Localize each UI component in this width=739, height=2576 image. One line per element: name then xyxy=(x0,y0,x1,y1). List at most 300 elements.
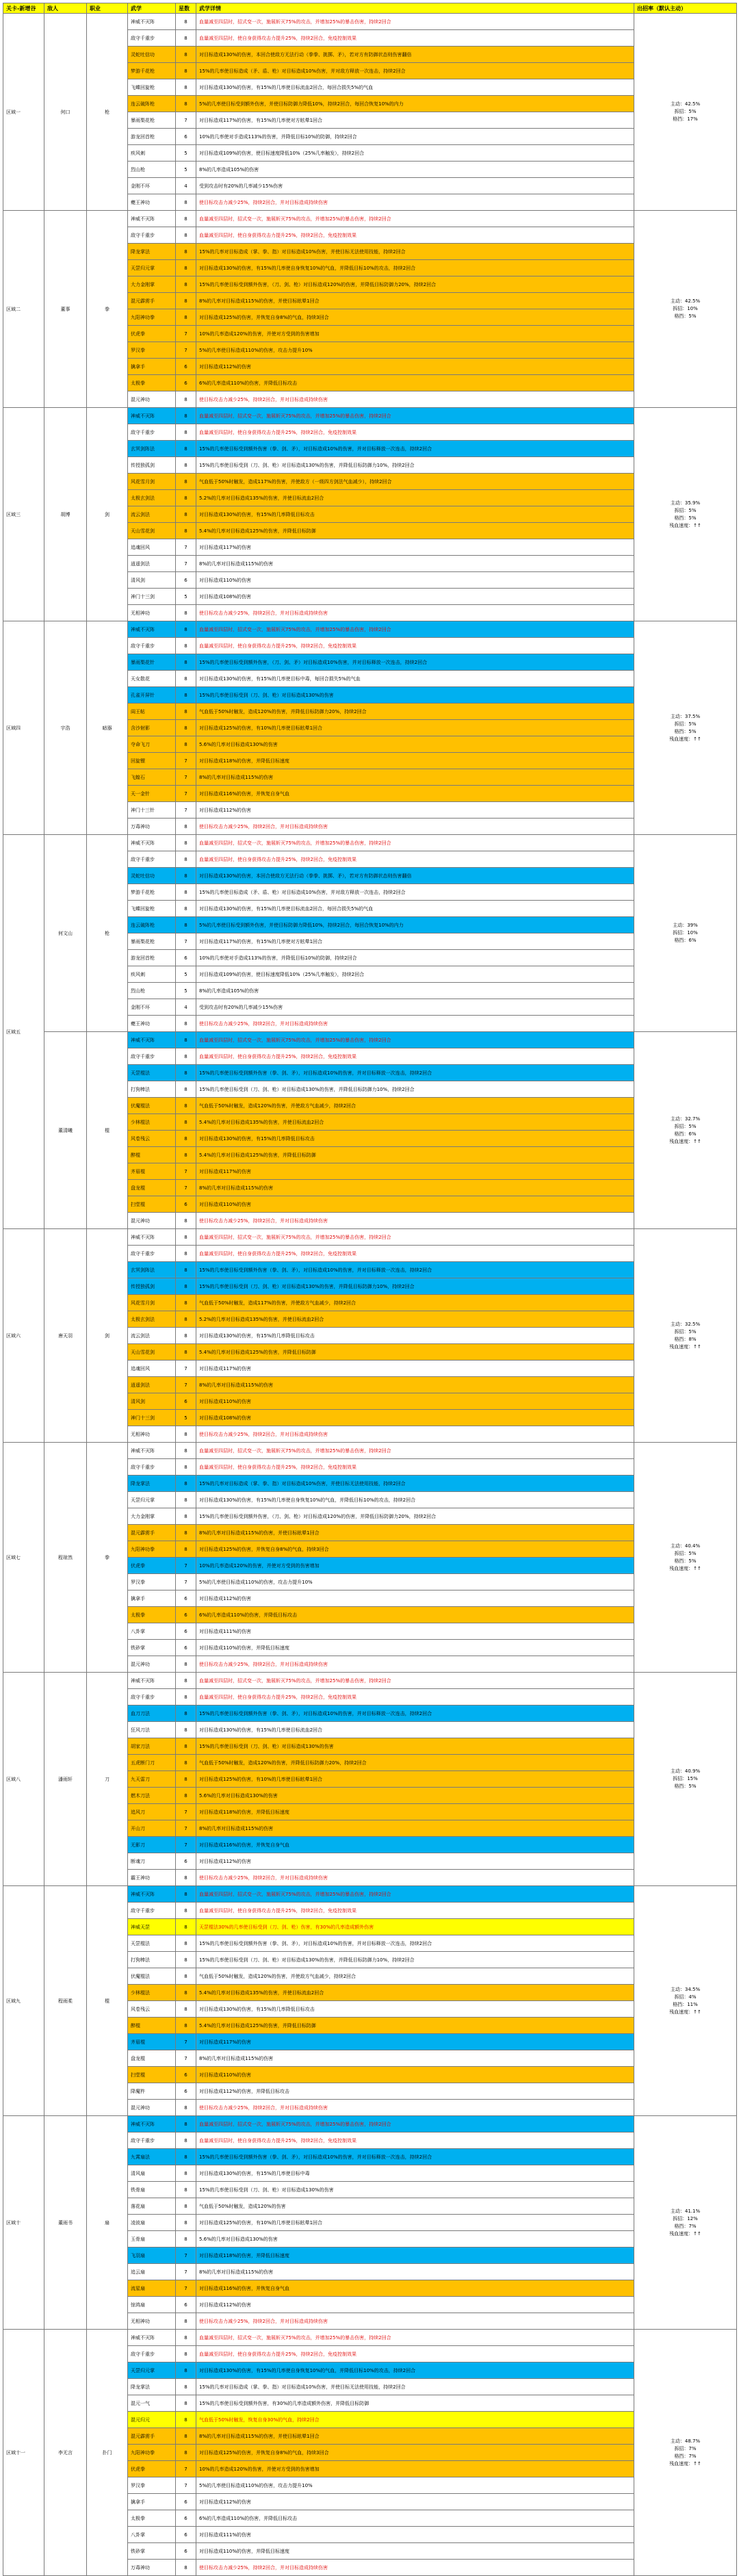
skill-detail-cell: 对目标造成118%的伤害，并降低目标速度 xyxy=(196,1804,634,1820)
stars-cell: 6 xyxy=(176,129,196,145)
stars-cell: 8 xyxy=(176,1081,196,1098)
table-row xyxy=(3,1443,737,1459)
stars-cell: 8 xyxy=(176,276,196,293)
skill-detail-cell: 对目标造成108%的伤害 xyxy=(196,589,634,605)
skill-detail-cell: 使目标攻击力减少25%，持续2回合，并对目标造成持续伤害 xyxy=(196,194,634,211)
skill-detail-cell: 15%的几率对目标造成（掌、拳、指）对目标造成10%伤害，并使目标无法使用技能，持续2回合 xyxy=(196,1476,634,1492)
skill-detail-cell: 血量减至四层时，使自身获得攻击力提升25%，持续2回合，免疫控制效果 xyxy=(196,1246,634,1262)
skill-detail-cell: 对目标造成108%的伤害 xyxy=(196,1410,634,1426)
skill-detail-cell: 对目标造成125%的伤害，有10%的几率使目标眩晕1回合 xyxy=(196,720,634,736)
header-enemy: 敌人 xyxy=(44,3,87,14)
skill-detail-cell: 8%的几率对目标造成115%的伤害 xyxy=(196,1820,634,1837)
skill-name-cell: 伏虎拳 xyxy=(128,1558,176,1574)
rate-line: 残血速度：↑↑ xyxy=(669,2460,701,2466)
skill-name-cell: 太极玄剑法 xyxy=(128,490,176,506)
skill-detail-cell: 15%的几率使目标受到（刀、剑、枪）对目标造成130%的伤害，并降低目标防御力10%，持续2回合 xyxy=(196,1952,634,1968)
stars-cell: 8 xyxy=(176,506,196,523)
stars-cell: 8 xyxy=(176,2100,196,2116)
stars-cell: 6 xyxy=(176,2543,196,2560)
stars-cell: 7 xyxy=(176,753,196,769)
rate-cell xyxy=(634,621,737,835)
stars-cell: 8 xyxy=(176,1525,196,1541)
stars-cell: 4 xyxy=(176,178,196,194)
skill-detail-cell: 对目标造成130%的伤害，本回合使敌方无法行动（拳拳、挑掷、矛），若对方有防御状态则伤害翻倍 xyxy=(196,868,634,884)
skill-name-cell: 断魂刀 xyxy=(128,1853,176,1870)
skill-name-cell: 太极拳 xyxy=(128,375,176,391)
enemy-cell: 董事 xyxy=(44,211,87,408)
stars-cell: 6 xyxy=(176,2510,196,2527)
stars-cell: 4 xyxy=(176,999,196,1016)
region-cell: 区域七 xyxy=(3,1443,44,1673)
skill-name-cell: 降龙掌法 xyxy=(128,1476,176,1492)
skill-detail-cell: 对目标造成112%的伤害 xyxy=(196,1590,634,1607)
table-row xyxy=(3,1229,737,1246)
rate-line: 主动：39% xyxy=(673,923,698,928)
skill-detail-cell: 对目标造成125%的伤害，并恢复自身8%的气血，持续3回合 xyxy=(196,2445,634,2461)
skill-detail-cell: 10%的几率使对手造成113%的伤害，并降低目标10%的防御，持续2回合 xyxy=(196,129,634,145)
stars-cell: 6 xyxy=(176,359,196,375)
skill-name-cell: 夔王神功 xyxy=(128,194,176,211)
skill-name-cell: 追云扇 xyxy=(128,2264,176,2280)
skill-name-cell: 打狗棒法 xyxy=(128,1952,176,1968)
stars-cell: 8 xyxy=(176,2379,196,2395)
skill-name-cell: 烈山枪 xyxy=(128,983,176,999)
skill-detail-cell: 受到攻击时有20%的几率减少15%伤害 xyxy=(196,999,634,1016)
skill-name-cell: 落花扇 xyxy=(128,2198,176,2215)
skill-name-cell: 连云破阵枪 xyxy=(128,96,176,112)
skill-detail-cell: 使目标攻击力减少25%，持续2回合，并对目标造成持续伤害 xyxy=(196,391,634,408)
skill-name-cell: 风花雪月剑 xyxy=(128,474,176,490)
stars-cell: 8 xyxy=(176,1508,196,1525)
skill-name-cell: 金刚不坏 xyxy=(128,178,176,194)
class-cell: 暗器 xyxy=(87,621,128,835)
skill-name-cell: 大力金刚掌 xyxy=(128,276,176,293)
skill-name-cell: 灵蛇吐信功 xyxy=(128,868,176,884)
stars-cell: 8 xyxy=(176,1048,196,1065)
skill-name-cell: 擒拿手 xyxy=(128,1590,176,1607)
stars-cell: 7 xyxy=(176,1361,196,1377)
skill-detail-cell: 血量减至四层时，使自身获得攻击力提升25%，持续2回合，免疫控制效果 xyxy=(196,2346,634,2362)
stars-cell: 8 xyxy=(176,211,196,227)
stars-cell: 7 xyxy=(176,326,196,342)
skill-detail-cell: 使目标攻击力减少25%，持续2回合，并对目标造成持续伤害 xyxy=(196,1870,634,1886)
header-stage: 关卡-新增谷 xyxy=(3,3,44,14)
skill-detail-cell: 15%的几率使目标受到额外伤害（拳、剑、矛），对目标造成10%的伤害，并对目标释放一次连击，持续2回合 xyxy=(196,2149,634,2165)
skill-name-cell: 回旋镖 xyxy=(128,753,176,769)
rate-line: 残血速度：↑↑ xyxy=(669,2230,701,2237)
skill-detail-cell: 5%的几率使目标造成110%的伤害，攻击力提升10% xyxy=(196,2477,634,2494)
stars-cell: 6 xyxy=(176,1196,196,1213)
skill-detail-cell: 8%的几率对目标造成115%的伤害，并使目标眩晕1回合 xyxy=(196,293,634,309)
stars-cell: 8 xyxy=(176,1492,196,1508)
skill-detail-cell: 5.4%的几率对目标造成125%的伤害，并降低目标防御 xyxy=(196,1344,634,1361)
skill-name-cell: 罗汉拳 xyxy=(128,1574,176,1590)
stars-cell: 8 xyxy=(176,1673,196,1689)
skill-detail-cell: 对目标造成112%的伤害 xyxy=(196,2494,634,2510)
skill-name-cell: 天山雪花剑 xyxy=(128,1344,176,1361)
skill-name-cell: 天一金针 xyxy=(128,786,176,802)
stars-cell: 8 xyxy=(176,1903,196,1919)
rate-cell xyxy=(634,1673,737,1886)
skill-detail-cell: 对目标造成125%的伤害，有10%的几率使目标眩晕1回合 xyxy=(196,1771,634,1788)
stars-cell: 7 xyxy=(176,112,196,129)
skill-name-cell: 凌波扇 xyxy=(128,2215,176,2231)
skill-detail-cell: 血量减至四层时，使自身获得攻击力提升25%，持续2回合，免疫控制效果 xyxy=(196,1048,634,1065)
stars-cell: 8 xyxy=(176,917,196,933)
skill-name-cell: 罗汉拳 xyxy=(128,2477,176,2494)
rate-line: 主动：32.5% xyxy=(670,1321,701,1327)
skill-name-cell: 神威不灭阵 xyxy=(128,1443,176,1459)
stars-cell: 8 xyxy=(176,2198,196,2215)
skill-detail-cell: 使目标攻击力减少25%，持续2回合，并对目标造成持续伤害 xyxy=(196,1213,634,1229)
stars-cell: 8 xyxy=(176,2149,196,2165)
skill-name-cell: 铁砂掌 xyxy=(128,1640,176,1656)
stars-cell: 8 xyxy=(176,621,196,638)
skill-detail-cell: 15%的几率使目标受到额外伤害（拳、剑、矛），对目标造成10%的伤害，并对目标释放一次连击，持续2回合 xyxy=(196,1262,634,1278)
skill-name-cell: 灵蛇吐信功 xyxy=(128,47,176,63)
skill-name-cell: 九阳神功拳 xyxy=(128,1541,176,1558)
skill-detail-cell: 使目标攻击力减少25%，持续2回合，并对目标造成持续伤害 xyxy=(196,2313,634,2330)
stars-cell: 7 xyxy=(176,2477,196,2494)
skill-name-cell: 阎王帖 xyxy=(128,704,176,720)
stars-cell: 7 xyxy=(176,2461,196,2477)
skill-name-cell: 神威不灭阵 xyxy=(128,1673,176,1689)
stars-cell: 8 xyxy=(176,720,196,736)
rate-line: 主动：48.7% xyxy=(670,2438,701,2444)
skill-detail-cell: 5%的几率使目标造成110%的伤害，攻击力提升10% xyxy=(196,1574,634,1590)
table-row xyxy=(3,1886,737,1903)
stars-cell: 5 xyxy=(176,966,196,983)
stars-cell: 6 xyxy=(176,1640,196,1656)
rate-line: 格挡：7% xyxy=(674,2223,697,2229)
skill-detail-cell: 8%的几率对目标造成115%的伤害 xyxy=(196,1180,634,1196)
skill-detail-cell: 对目标造成117%的伤害，有15%的几率使对方眩晕1回合 xyxy=(196,933,634,950)
skill-detail-cell: 血量减至四层时，使自身获得攻击力提升25%，持续2回合，免疫控制效果 xyxy=(196,1689,634,1705)
rate-line: 拆招：15% xyxy=(673,1776,698,1781)
table-row xyxy=(3,621,737,638)
stars-cell: 8 xyxy=(176,2231,196,2247)
skill-detail-cell: 血量减至四层时，使自身获得攻击力提升25%，持续2回合，免疫控制效果 xyxy=(196,851,634,868)
stars-cell: 8 xyxy=(176,1541,196,1558)
skill-detail-cell: 对目标造成130%的伤害，有15%的几率降低目标攻击 xyxy=(196,2001,634,2018)
skill-name-cell: 暴雨梨花枪 xyxy=(128,933,176,950)
rate-line: 主动：37.5% xyxy=(670,713,701,719)
stars-cell: 8 xyxy=(176,1065,196,1081)
enemy-cell: 程雨柔 xyxy=(44,1886,87,2116)
stars-cell: 5 xyxy=(176,983,196,999)
skill-detail-cell: 对目标造成110%的伤害，并降低目标速度 xyxy=(196,1640,634,1656)
skill-name-cell: 风卷残云 xyxy=(128,2001,176,2018)
enemy-cell: 胡博 xyxy=(44,408,87,621)
skill-name-cell: 天罡棍法 xyxy=(128,1935,176,1952)
stars-cell: 6 xyxy=(176,1623,196,1640)
skill-detail-cell: 10%的几率造成120%的伤害，并使对方受到的伤害增加 xyxy=(196,2461,634,2477)
stars-cell: 8 xyxy=(176,490,196,506)
skill-detail-cell: 气血低于50%时触发，造成117%的伤害，并使敌方气血减少，持续2回合 xyxy=(196,1295,634,1311)
skill-name-cell: 太极玄剑法 xyxy=(128,1311,176,1328)
skill-detail-cell: 对目标造成125%的伤害，并恢复自身8%的气血，持续3回合 xyxy=(196,309,634,326)
skill-detail-cell: 血量减至四层时，招式变一次，施展斩灭75%的攻击，并增加25%的暴击伤害，持续2回合 xyxy=(196,835,634,851)
skill-name-cell: 无相神功 xyxy=(128,2313,176,2330)
skill-name-cell: 降魔杵 xyxy=(128,2083,176,2100)
stars-cell: 7 xyxy=(176,1558,196,1574)
skill-detail-cell: 15%的几率使目标受到（刀、剑、枪）对目标造成130%的伤害 xyxy=(196,1738,634,1755)
enemy-cell: 何口 xyxy=(44,14,87,211)
class-cell: 剑 xyxy=(87,1229,128,1443)
rate-line: 主动：32.7% xyxy=(670,1116,701,1122)
skill-name-cell: 神威不灭阵 xyxy=(128,621,176,638)
skill-detail-cell: 8%的几率对目标造成115%的伤害，并使目标眩晕1回合 xyxy=(196,2428,634,2445)
rate-line: 格挡：5% xyxy=(674,515,697,521)
stars-cell: 8 xyxy=(176,30,196,47)
stars-cell: 8 xyxy=(176,260,196,276)
skill-name-cell: 擒拿手 xyxy=(128,359,176,375)
stars-cell: 5 xyxy=(176,162,196,178)
stars-cell: 7 xyxy=(176,802,196,819)
rate-cell xyxy=(634,211,737,408)
skill-name-cell: 夺命飞刀 xyxy=(128,736,176,753)
skill-name-cell: 少林棍法 xyxy=(128,1114,176,1131)
stars-cell: 5 xyxy=(176,589,196,605)
skill-detail-cell: 血量减至四层时，招式变一次，施展斩灭75%的攻击，并增加25%的暴击伤害，持续2回合 xyxy=(196,1673,634,1689)
stars-cell: 8 xyxy=(176,1689,196,1705)
class-cell: 剑 xyxy=(87,408,128,621)
skill-name-cell: 擒拿手 xyxy=(128,2494,176,2510)
rate-line: 格挡：5% xyxy=(674,728,697,734)
stars-cell: 8 xyxy=(176,1985,196,2001)
stars-cell: 8 xyxy=(176,1328,196,1344)
skill-name-cell: 盘龙棍 xyxy=(128,1180,176,1196)
rate-line: 拆招：4% xyxy=(674,1994,697,2000)
class-cell: 棍 xyxy=(87,1886,128,2116)
skill-detail-cell: 血量减至四层时，使自身获得攻击力提升25%，持续2回合，免疫控制效果 xyxy=(196,638,634,654)
skill-name-cell: 大力金刚掌 xyxy=(128,1508,176,1525)
enemy-cell: 唐天羽 xyxy=(44,1229,87,1443)
stars-cell: 7 xyxy=(176,2247,196,2264)
skill-detail-cell: 15%的几率使目标受到额外伤害（拳、剑、矛），对目标造成10%的伤害，并对目标释放一次连击，持续2回合 xyxy=(196,1935,634,1952)
skill-name-cell: 九阳神功拳 xyxy=(128,309,176,326)
skill-name-cell: 追魂回风 xyxy=(128,539,176,556)
skill-detail-cell: 对目标造成110%的伤害 xyxy=(196,2067,634,2083)
stars-cell: 8 xyxy=(176,1147,196,1163)
skill-detail-cell: 对目标造成118%的伤害，并降低目标速度 xyxy=(196,2247,634,2264)
stars-cell: 8 xyxy=(176,2001,196,2018)
skill-name-cell: 飞蝗石 xyxy=(128,769,176,786)
skill-name-cell: 万毒神功 xyxy=(128,2560,176,2576)
stars-cell: 8 xyxy=(176,1246,196,1262)
stars-cell: 8 xyxy=(176,605,196,621)
stars-cell: 7 xyxy=(176,933,196,950)
stars-cell: 8 xyxy=(176,1935,196,1952)
skill-detail-cell: 对目标造成130%的伤害，有15%的几率使目标流血2回合，每回合损失5%的气血 xyxy=(196,901,634,917)
rate-line: 主动：35.9% xyxy=(670,500,701,506)
skill-detail-cell: 受到攻击时有20%的几率减少15%伤害 xyxy=(196,178,634,194)
skill-name-cell: 清风剑 xyxy=(128,572,176,589)
rate-line: 拆招：5% xyxy=(674,507,697,513)
skill-detail-cell: 5%的几率使目标受到额外伤害，并使目标防御力降低10%，持续2回合，每回合恢复10%的内力 xyxy=(196,96,634,112)
skill-detail-cell: 血量减至四层时，招式变一次，施展斩灭75%的攻击，并增加25%的暴击伤害，持续2回合 xyxy=(196,1229,634,1246)
skill-name-cell: 天罡棍法 xyxy=(128,1065,176,1081)
skill-name-cell: 神威不灭阵 xyxy=(128,1886,176,1903)
stars-cell: 8 xyxy=(176,194,196,211)
skill-name-cell: 打狗棒法 xyxy=(128,1081,176,1098)
skill-name-cell: 神门十三剑 xyxy=(128,1410,176,1426)
skill-detail-cell: 血量减至四层时，使自身获得攻击力提升25%，持续2回合，免疫控制效果 xyxy=(196,30,634,47)
class-cell: 拳 xyxy=(87,1443,128,1673)
stars-cell: 8 xyxy=(176,523,196,539)
skill-detail-cell: 对目标造成130%的伤害，有15%的几率降低目标攻击 xyxy=(196,1328,634,1344)
region-cell: 区域十一 xyxy=(3,2330,44,2576)
stars-cell: 8 xyxy=(176,1443,196,1459)
skill-detail-cell: 15%的几率使目标受到（刀、剑、枪）对目标造成130%的伤害，并降低目标防御力10%，持续2回合 xyxy=(196,1081,634,1098)
stars-cell: 7 xyxy=(176,1377,196,1393)
stars-cell: 6 xyxy=(176,2494,196,2510)
skill-detail-cell: 对目标造成112%的伤害，并降低目标攻击 xyxy=(196,2083,634,2100)
stars-cell: 8 xyxy=(176,1311,196,1328)
skill-name-cell: 混元一气 xyxy=(128,2395,176,2412)
skill-name-cell: 惊鸿扇 xyxy=(128,2297,176,2313)
skill-detail-cell: 对目标造成112%的伤害 xyxy=(196,802,634,819)
skill-name-cell: 孔雀开屏针 xyxy=(128,687,176,704)
rate-cell xyxy=(634,2116,737,2330)
region-cell: 区域十 xyxy=(3,2116,44,2330)
skill-detail-cell: 使目标攻击力减少25%，持续2回合，并对目标造成持续伤害 xyxy=(196,2560,634,2576)
skill-detail-cell: 对目标造成111%的伤害 xyxy=(196,1623,634,1640)
skill-name-cell: 逍遥剑法 xyxy=(128,556,176,572)
table-row xyxy=(3,14,737,30)
skill-detail-cell: 血量减至四层时，招式变一次，施展斩灭75%的攻击，并增加25%的暴击伤害，持续2回合 xyxy=(196,1443,634,1459)
table-row xyxy=(3,835,737,851)
table-row xyxy=(3,2330,737,2346)
skill-name-cell: 神威不灭阵 xyxy=(128,14,176,30)
stars-cell: 8 xyxy=(176,1476,196,1492)
skill-name-cell: 玉骨扇 xyxy=(128,2231,176,2247)
rate-line: 主动：42.5% xyxy=(670,298,701,304)
skill-detail-cell: 血量减至四层时，招式变一次，施展斩灭75%的攻击，并增加25%的暴击伤害，持续2回合 xyxy=(196,1032,634,1048)
skill-detail-cell: 5%的几率使目标受到额外伤害，并使目标防御力降低10%，持续2回合，每回合恢复10%的内力 xyxy=(196,917,634,933)
header-detail: 武学详情 xyxy=(196,3,634,14)
skill-detail-cell: 对目标造成130%的伤害，有15%的几率使目标流血2回合，每回合损失5%的气血 xyxy=(196,79,634,96)
skill-name-cell: 逍遥剑法 xyxy=(128,1377,176,1393)
stars-cell: 6 xyxy=(176,572,196,589)
skill-name-cell: 降龙掌法 xyxy=(128,244,176,260)
rate-line: 残血速度：↑↑ xyxy=(669,2009,701,2015)
skill-detail-cell: 对目标造成130%的伤害，有15%的几率使目标中毒 xyxy=(196,2165,634,2182)
skill-name-cell: 伏魔棍法 xyxy=(128,1098,176,1114)
rate-line: 残血速度：↑↑ xyxy=(669,1138,701,1144)
skill-detail-cell: 对目标造成125%的伤害，并恢复自身8%的气血，持续3回合 xyxy=(196,1541,634,1558)
skill-detail-cell: 15%的几率使目标受到额外伤害，有30%的几率造成额外伤害，并降低目标防御 xyxy=(196,2395,634,2412)
skill-detail-cell: 6%的几率造成110%的伤害，并降低目标攻击 xyxy=(196,1607,634,1623)
stars-cell: 8 xyxy=(176,2215,196,2231)
rate-line: 主动：40.9% xyxy=(670,1768,701,1774)
skill-name-cell: 伏虎拳 xyxy=(128,2461,176,2477)
stars-cell: 8 xyxy=(176,1738,196,1755)
skill-name-cell: 流星扇 xyxy=(128,2280,176,2297)
skill-detail-cell: 5.4%的几率对目标造成125%的伤害，并降低目标防御 xyxy=(196,523,634,539)
rate-line: 拆招：7% xyxy=(674,2445,697,2451)
stars-cell: 8 xyxy=(176,1131,196,1147)
skill-detail-cell: 15%的几率使目标受到额外伤害（拳、剑、矛），对目标造成10%的伤害，并对目标释放一次连击，持续2回合 xyxy=(196,1065,634,1081)
header-row xyxy=(3,3,737,14)
skill-detail-cell: 对目标造成130%的伤害，有15%的几率使自身恢复10%的气血，并降低目标10%的攻击，持续2回合 xyxy=(196,2362,634,2379)
region-cell: 区域五 xyxy=(3,835,44,1229)
rate-line: 主动：42.5% xyxy=(670,101,701,107)
stars-cell: 7 xyxy=(176,2050,196,2067)
skill-name-cell: 扫堂棍 xyxy=(128,1196,176,1213)
enemy-cell: 潘雨轩 xyxy=(44,1673,87,1886)
skill-detail-cell: 血量减至四层时，招式变一次，施展斩灭75%的攻击，并增加25%的暴击伤害，持续2回合 xyxy=(196,408,634,424)
stars-cell: 8 xyxy=(176,884,196,901)
stars-cell: 8 xyxy=(176,2165,196,2182)
skill-name-cell: 神威不灭阵 xyxy=(128,408,176,424)
region-cell: 区域三 xyxy=(3,408,44,621)
skill-name-cell: 敌守千重步 xyxy=(128,227,176,244)
stars-cell: 6 xyxy=(176,2527,196,2543)
skill-detail-cell: 对目标造成112%的伤害 xyxy=(196,359,634,375)
skill-name-cell: 混元霹雳手 xyxy=(128,293,176,309)
stars-cell: 8 xyxy=(176,901,196,917)
stars-cell: 6 xyxy=(176,2297,196,2313)
stars-cell: 7 xyxy=(176,1180,196,1196)
skill-name-cell: 神威不灭阵 xyxy=(128,1032,176,1048)
stars-cell: 7 xyxy=(176,1837,196,1853)
skill-name-cell: 梦游千花枪 xyxy=(128,63,176,79)
skill-detail-cell: 8%的几率对目标造成115%的伤害 xyxy=(196,556,634,572)
skill-name-cell: 敌守千重步 xyxy=(128,638,176,654)
skill-detail-cell: 对目标造成117%的伤害 xyxy=(196,2034,634,2050)
skill-name-cell: 无相神功 xyxy=(128,605,176,621)
stars-cell: 8 xyxy=(176,1295,196,1311)
stars-cell: 8 xyxy=(176,2428,196,2445)
skill-name-cell: 神门十三针 xyxy=(128,802,176,819)
skill-name-cell: 神威不灭阵 xyxy=(128,835,176,851)
skill-name-cell: 神威不灭阵 xyxy=(128,2116,176,2133)
skill-name-cell: 玄冥剑阵法 xyxy=(128,441,176,457)
skill-name-cell: 铁砂掌 xyxy=(128,2543,176,2560)
enemy-cell: 李无言 xyxy=(44,2330,87,2576)
skill-detail-cell: 血量减至四层时，招式变一次，施展斩灭75%的攻击，并增加25%的暴击伤害，持续2回合 xyxy=(196,14,634,30)
enemy-cell: 董清曦 xyxy=(44,1032,87,1229)
class-cell: 棍 xyxy=(87,1032,128,1229)
skill-name-cell: 敌守千重步 xyxy=(128,1903,176,1919)
skill-detail-cell: 10%的几率使对手造成113%的伤害，并降低目标10%的防御，持续2回合 xyxy=(196,950,634,966)
stars-cell: 8 xyxy=(176,2395,196,2412)
skill-name-cell: 无影刀 xyxy=(128,1837,176,1853)
skill-detail-cell: 15%的几率使目标受到额外伤害，（刀、剑、枪）对目标造成120%的伤害，并降低目标防御力20%，持续2回合 xyxy=(196,1508,634,1525)
skill-detail-cell: 使目标攻击力减少25%，持续2回合，并对目标造成持续伤害 xyxy=(196,1016,634,1032)
region-cell: 区域九 xyxy=(3,1886,44,2116)
skill-name-cell: 太极拳 xyxy=(128,2510,176,2527)
skill-detail-cell: 对目标造成111%的伤害 xyxy=(196,2527,634,2543)
skill-name-cell: 敌守千重步 xyxy=(128,2346,176,2362)
skill-name-cell: 传授独孤剑 xyxy=(128,1278,176,1295)
skill-detail-cell: 15%的几率使目标受到额外伤害（拳、剑、矛），对目标造成10%的伤害，并对目标释放一次连击，持续2回合 xyxy=(196,1705,634,1722)
skill-table xyxy=(3,3,737,2576)
skill-detail-cell: 气血低于50%时触发，造成120%的伤害，并使敌方气血减少，持续2回合 xyxy=(196,1098,634,1114)
table-row xyxy=(3,1032,737,1048)
rate-cell xyxy=(634,2330,737,2576)
skill-detail-cell: 15%的几率使目标受到（刀、剑、枪）对目标造成130%的伤害 xyxy=(196,2182,634,2198)
skill-name-cell: 飞羽扇 xyxy=(128,2247,176,2264)
rate-line: 拆招：10% xyxy=(673,306,698,311)
skill-name-cell: 天罡归元掌 xyxy=(128,260,176,276)
stars-cell: 8 xyxy=(176,868,196,884)
skill-name-cell: 烈山枪 xyxy=(128,162,176,178)
skill-name-cell: 含沙射影 xyxy=(128,720,176,736)
stars-cell: 5 xyxy=(176,145,196,162)
rate-line: 格挡：6% xyxy=(674,938,697,943)
